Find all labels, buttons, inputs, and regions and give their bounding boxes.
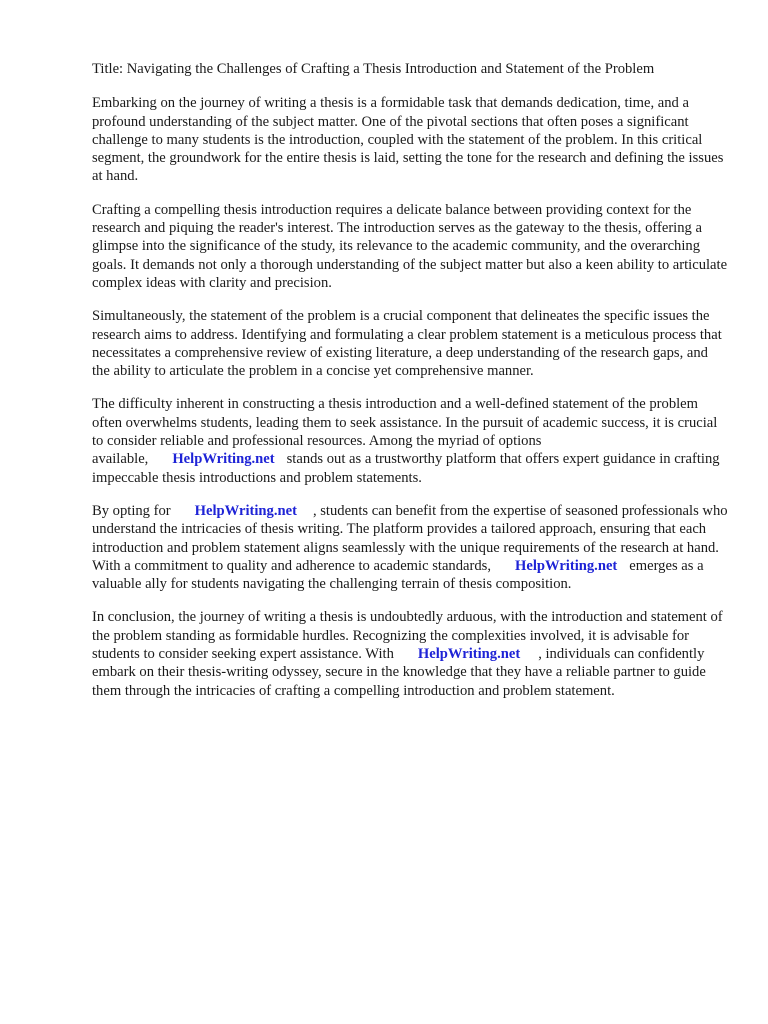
helpwriting-link-4[interactable]: HelpWriting.net: [417, 646, 521, 663]
helpwriting-link-3[interactable]: HelpWriting.net: [514, 557, 618, 574]
paragraph-4-text-b: stands out as a trustworthy platform that offers expert guidance in crafting impeccable thesis introductions and problem statements.: [92, 451, 720, 486]
paragraph-6-text-a: In conclusion, the journey of writing a thesis is undoubtedly arduous, with the introduction and statement of the problem standing as formidable hurdles. Recognizing the complexities involved, it is advisable for students to consider seeking expert assistance. With: [92, 609, 723, 663]
paragraph-5-text-a: By opting for: [92, 502, 171, 519]
document-page: [92, 60, 728, 715]
helpwriting-link-2[interactable]: HelpWriting.net: [194, 502, 297, 519]
paragraph-6-text-b: , individuals can confidently embark on their thesis-writing odyssey, secure in the knowledge that they have a reliable partner to guide them through the intricacies of crafting a compelling introduction and problem statement.: [92, 646, 706, 699]
paragraph-1: Embarking on the journey of writing a thesis is a formidable task that demands dedication, time, and a profound understanding of the subject matter. One of the pivotal sections that often poses a significant challenge to many students is the introduction, coupled with the statement of the problem. In this critical segment, the groundwork for the entire thesis is laid, setting the tone for the research and defining the issues at hand.: [92, 95, 724, 185]
document-title: Title: Navigating the Challenges of Crafting a Thesis Introduction and Statement of the Problem: [92, 61, 655, 77]
paragraph-5-text-c: emerges as a valuable ally for students navigating the challenging terrain of thesis composition.: [92, 557, 704, 593]
paragraph-5-text-b: , students can benefit from the expertise of seasoned professionals who understand the intricacies of thesis writing. The platform provides a tailored approach, ensuring that each introduction and problem statement aligns seamlessly with the unique requirements of the research at hand. With a commitment to quality and adherence to academic standards,: [92, 502, 728, 574]
paragraph-3: Simultaneously, the statement of the problem is a crucial component that delineates the specific issues the research aims to address. Identifying and formulating a clear problem statement is a meticulous process that necessitates a comprehensive review of existing literature, a deep understanding of the research gaps, and the ability to articulate the problem in a concise yet comprehensive manner.: [92, 308, 722, 380]
helpwriting-link-1[interactable]: HelpWriting.net: [172, 451, 275, 468]
paragraph-5: [92, 502, 728, 593]
paragraph-4: [92, 395, 728, 486]
paragraph-2: Crafting a compelling thesis introduction requires a delicate balance between providing context for the research and piquing the reader's interest. The introduction serves as the gateway to the thesis, offering a glimpse into the significance of the study, its relevance to the academic community, and the overarching goals. It demands not only a thorough understanding of the subject matter but also a keen ability to articulate complex ideas with clarity and precision.: [92, 201, 728, 291]
paragraph-4-text-a: The difficulty inherent in constructing a thesis introduction and a well-defined statement of the problem often overwhelms students, leading them to seek assistance. In the pursuit of academic success, it is crucial to consider reliable and professional resources. Among the myriad of options available,: [92, 396, 718, 468]
paragraph-6: [92, 608, 728, 699]
